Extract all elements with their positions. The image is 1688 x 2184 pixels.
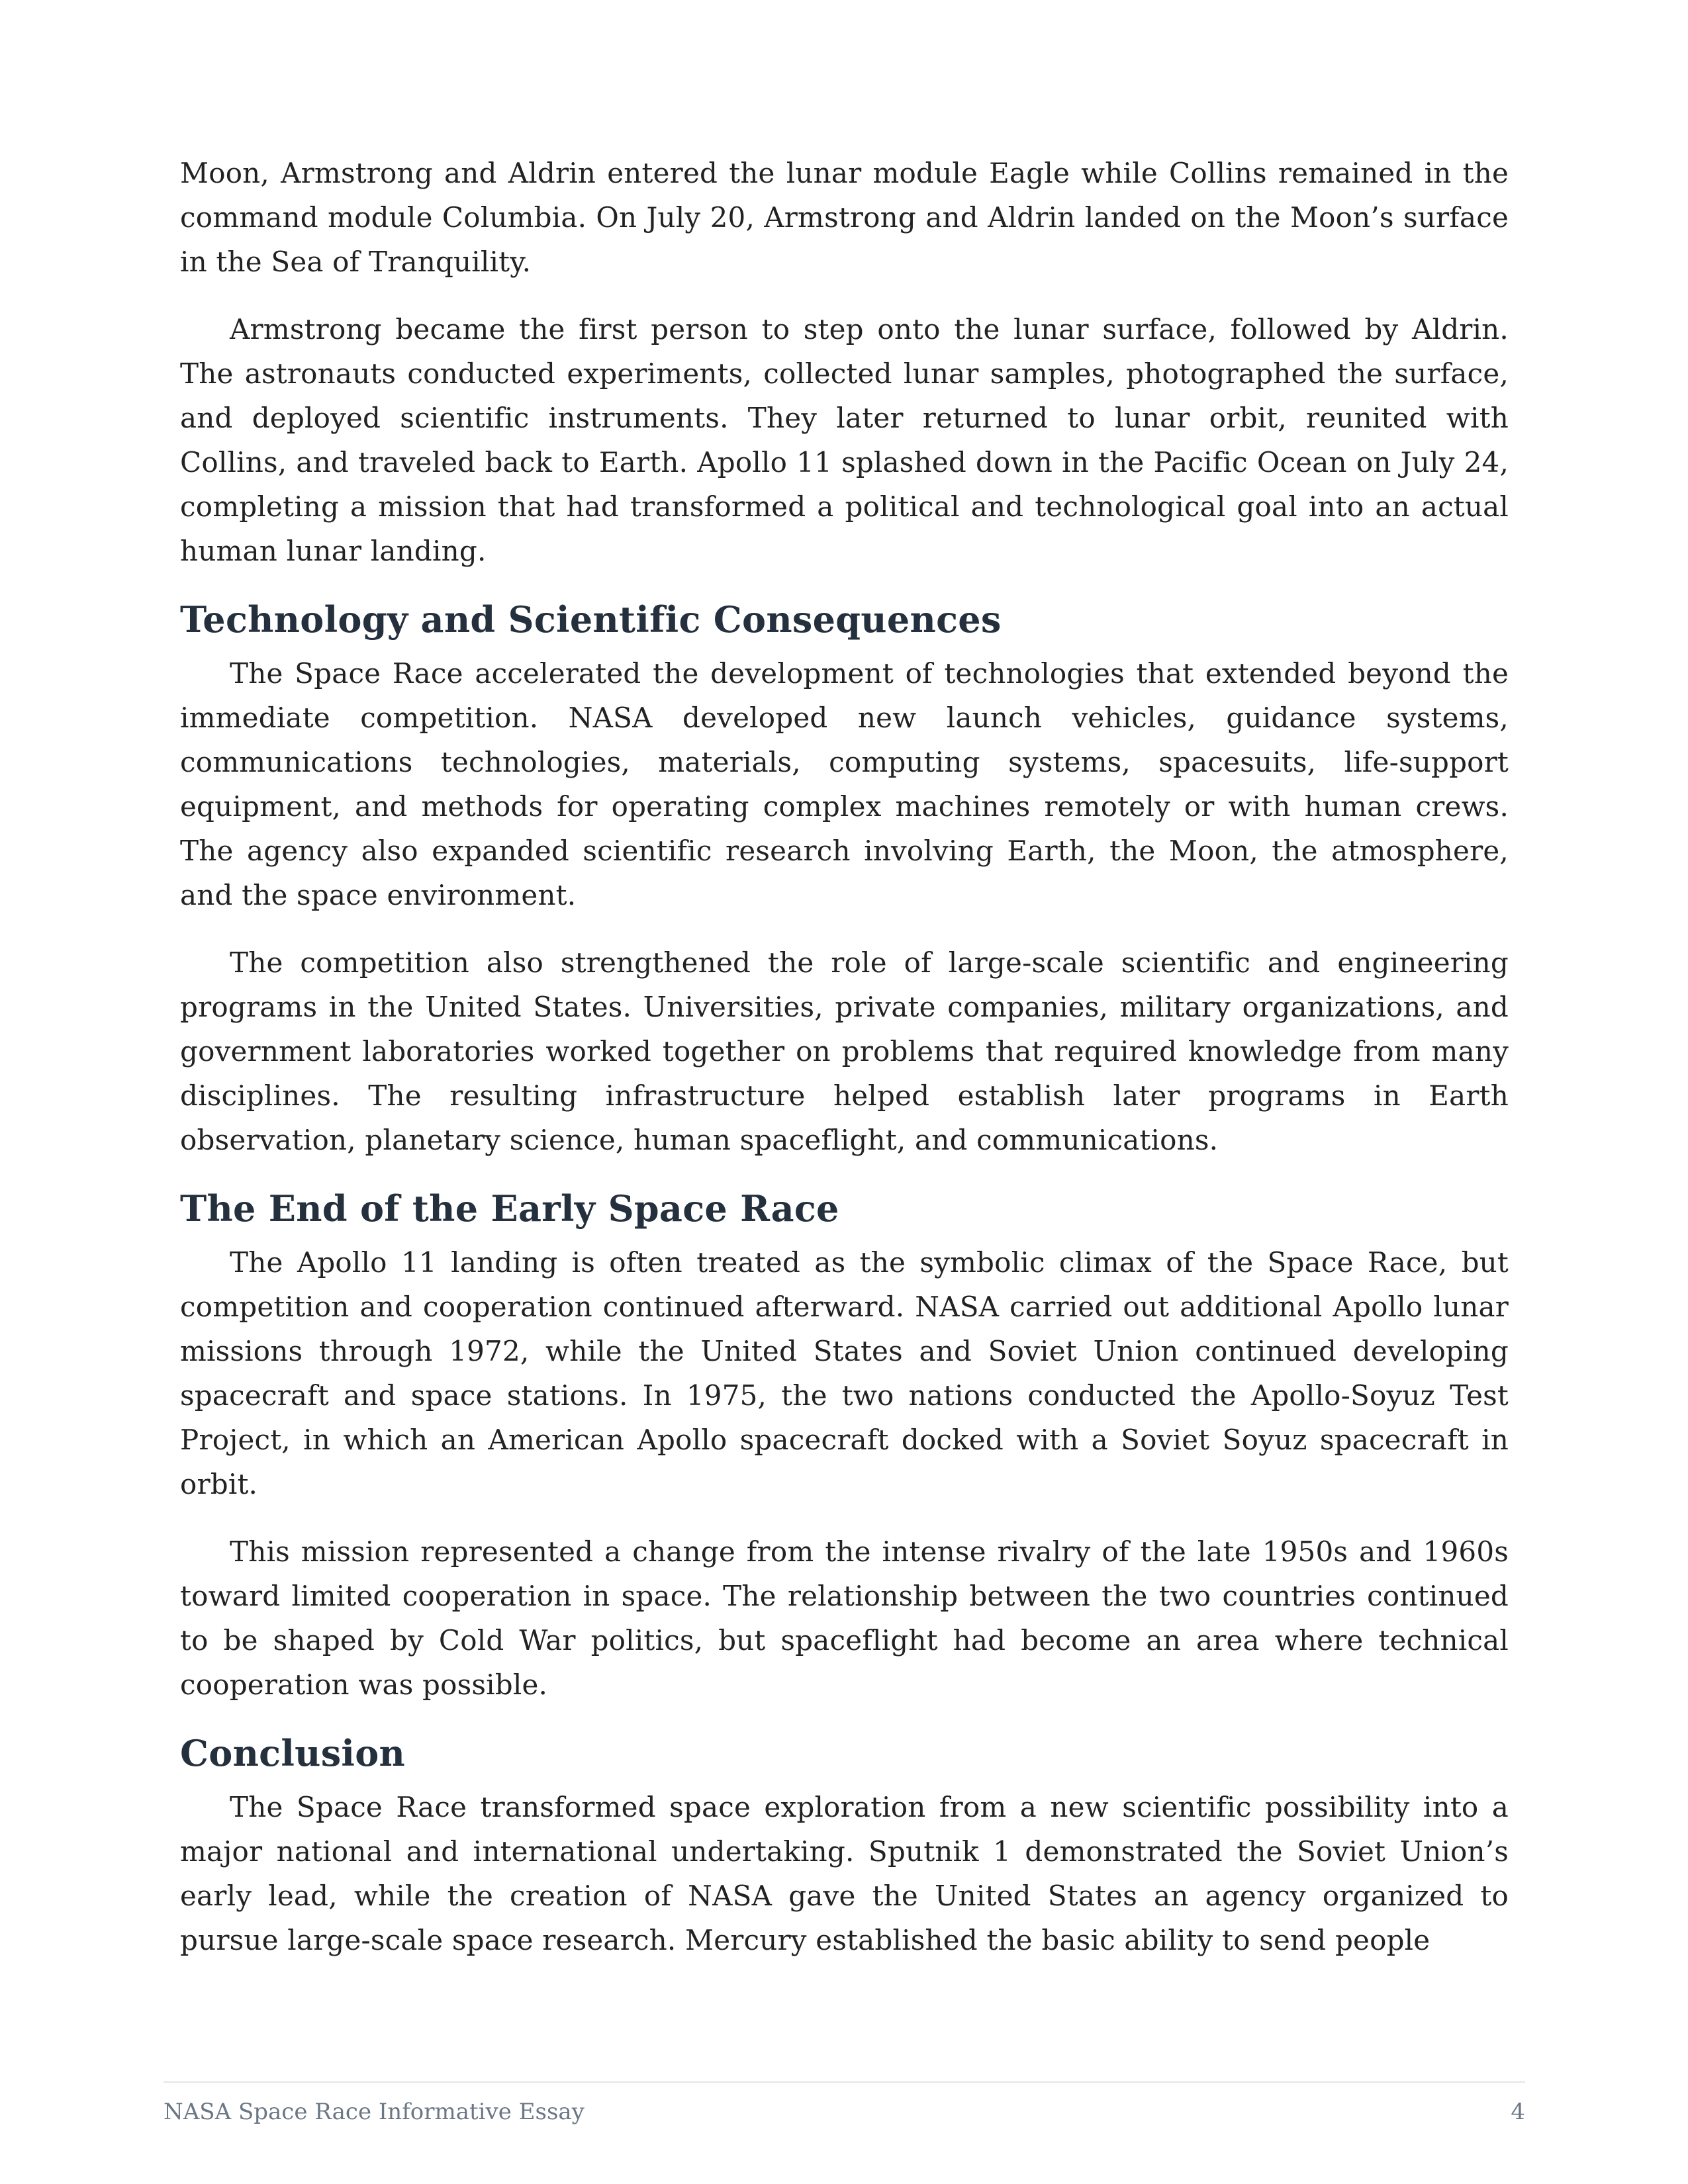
paragraph-scientific-programs: The competition also strengthened the role of large-scale scientific and engineering programs in the United States. Universities, private companies, military organizations, and government laboratories worked together on problems that required knowledge from many disciplines. The resulting infrastructure helped establish later programs in Earth observation, planetary science, human spaceflight, and communications.	[180, 946, 1509, 1156]
heading-conclusion: Conclusion	[180, 1732, 406, 1774]
footer-document-title: NASA Space Race Informative Essay	[164, 2099, 585, 2125]
document-body	[180, 151, 1509, 1985]
heading-technology-consequences: Technology and Scientific Consequences	[180, 598, 1002, 641]
paragraph-technology-development: The Space Race accelerated the development of technologies that extended beyond the immediate competition. NASA developed new launch vehicles, guidance systems, communications technologies, materials, computing systems, spacesuits, life-support equipment, and methods for operating complex machines remotely or with human crews. The agency also expanded scientific research involving Earth, the Moon, the atmosphere, and the space environment.	[180, 657, 1509, 911]
heading-end-of-space-race: The End of the Early Space Race	[180, 1187, 839, 1230]
paragraph-apollo-landing-cont: Moon, Armstrong and Aldrin entered the lunar module Eagle while Collins remained in the command module Columbia. On July 20, Armstrong and Aldrin landed on the Moon’s surface in the Sea of Tranquility.	[180, 157, 1509, 278]
paragraph-first-steps: Armstrong became the first person to step onto the lunar surface, followed by Aldrin. The astronauts conducted experiments, collected lunar samples, photographed the surface, and deployed scientific instruments. They later returned to lunar orbit, reunited with Collins, and traveled back to Earth. Apollo 11 splashed down in the Pacific Ocean on July 24, completing a mission that had transformed a political and technological goal into an actual human lunar landing.	[180, 313, 1509, 567]
paragraph-conclusion: The Space Race transformed space exploration from a new scientific possibility into a major national and international undertaking. Sputnik 1 demonstrated the Soviet Union’s early lead, while the creation of NASA gave the United States an agency organized to pursue large-scale space research. Mercury established the basic ability to send people	[180, 1791, 1509, 1956]
page-footer	[164, 2081, 1525, 2125]
paragraph-apollo-soyuz: The Apollo 11 landing is often treated as the symbolic climax of the Space Race, but competition and cooperation continued afterward. NASA carried out additional Apollo lunar missions through 1972, while the United States and Soviet Union continued developing spacecraft and space stations. In 1975, the two nations conducted the Apollo-Soyuz Test Project, in which an American Apollo spacecraft docked with a Soviet Soyuz spacecraft in orbit.	[180, 1246, 1509, 1500]
paragraph-cooperation: This mission represented a change from the intense rivalry of the late 1950s and 1960s toward limited cooperation in space. The relationship between the two countries continued to be shaped by Cold War politics, but spaceflight had become an area where technical cooperation was possible.	[180, 1535, 1509, 1701]
footer-page-number: 4	[1511, 2099, 1525, 2125]
